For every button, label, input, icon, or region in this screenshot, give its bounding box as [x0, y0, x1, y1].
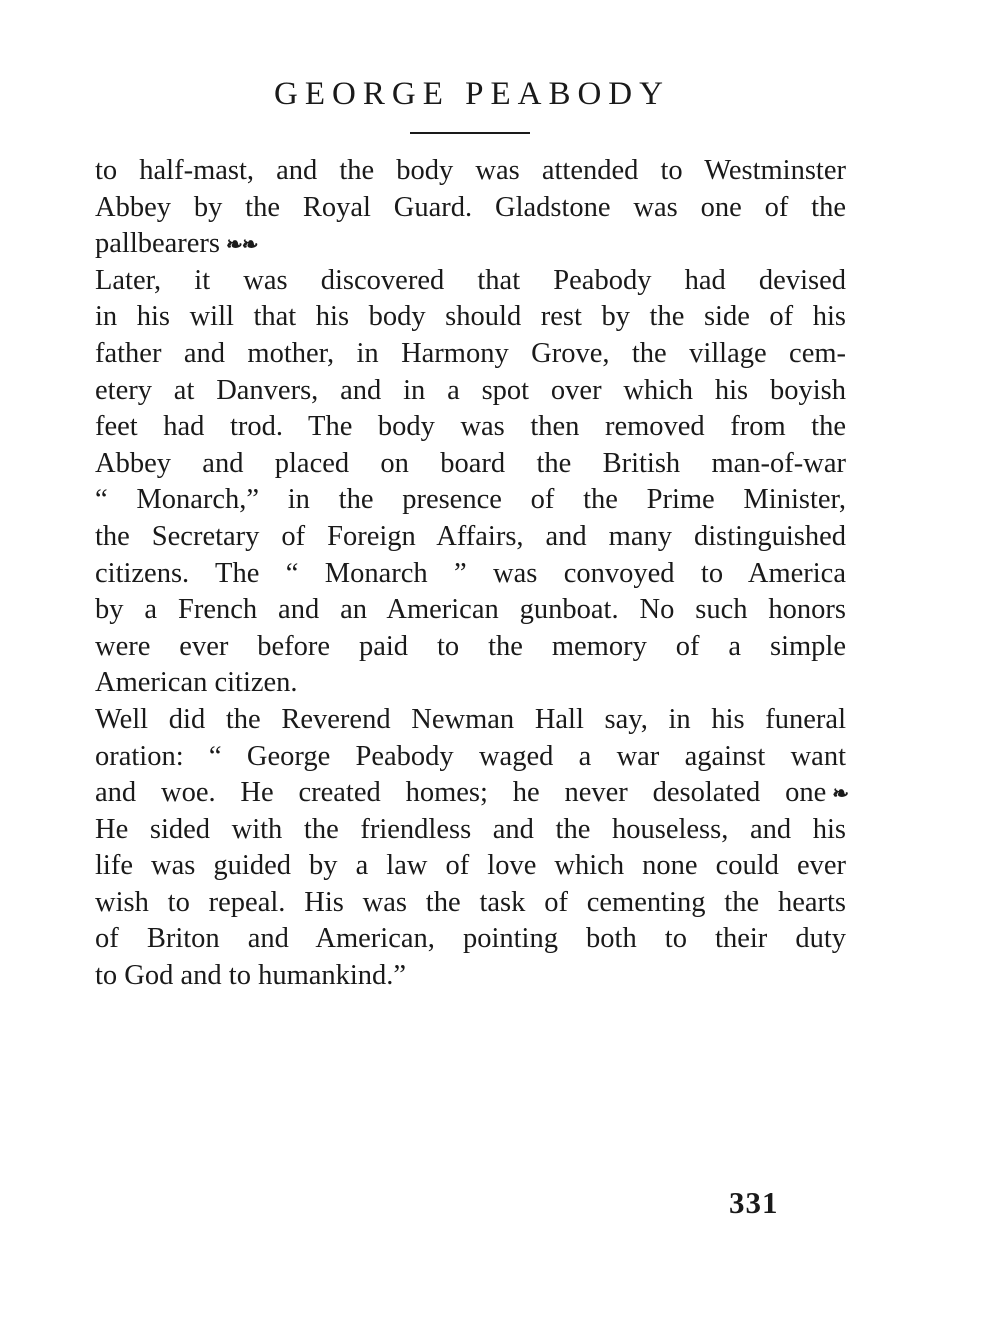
- line-text: He sided with the friendless and the houseless, and his: [95, 813, 846, 845]
- line-text: oration: “ George Peabody waged a war against want: [95, 740, 846, 772]
- line-text: “ Monarch,” in the presence of the Prime Minister,: [95, 484, 846, 516]
- header-rule: [410, 132, 530, 134]
- text-line: [95, 482, 846, 519]
- line-text: etery at Danvers, and in a spot over which his boyish: [95, 374, 846, 406]
- text-line: [95, 702, 846, 739]
- text-line: [95, 373, 846, 410]
- line-text: citizens. The “ Monarch ” was convoyed to America: [95, 557, 846, 589]
- text-line: [95, 409, 846, 446]
- text-line: [95, 299, 846, 336]
- text-line: [95, 921, 846, 958]
- text-line: [95, 592, 846, 629]
- line-text: life was guided by a law of love which none could ever: [95, 850, 846, 882]
- text-line: [95, 885, 846, 922]
- running-header: GEORGE PEABODY: [274, 76, 670, 112]
- line-text: and woe. He created homes; he never desolated one: [95, 777, 827, 809]
- text-line: [95, 629, 846, 666]
- line-text: Abbey and placed on board the British man-of-war: [95, 447, 846, 479]
- text-line: [95, 775, 846, 812]
- text-line: [95, 336, 846, 373]
- line-text: were ever before paid to the memory of a simple: [95, 630, 846, 662]
- line-text: feet had trod. The body was then removed from the: [95, 411, 846, 443]
- text-line: [95, 812, 846, 849]
- text-line: [95, 226, 846, 263]
- paragraph: [95, 702, 846, 995]
- text-line: [95, 958, 846, 995]
- line-text: Abbey by the Royal Guard. Gladstone was one of the: [95, 191, 846, 223]
- text-line: [95, 263, 846, 300]
- line-text: to God and to humankind.”: [95, 960, 407, 992]
- paragraph: [95, 263, 846, 702]
- line-text: in his will that his body should rest by the side of his: [95, 301, 846, 333]
- text-line: [95, 556, 846, 593]
- line-text: Later, it was discovered that Peabody had devised: [95, 264, 846, 296]
- text-line: [95, 153, 846, 190]
- line-text: American citizen.: [95, 667, 298, 699]
- text-line: [95, 848, 846, 885]
- text-line: [95, 739, 846, 776]
- text-line: [95, 190, 846, 227]
- page-number: 331: [729, 1185, 779, 1220]
- line-text: of Briton and American, pointing both to their duty: [95, 923, 846, 955]
- body-text: [95, 153, 846, 995]
- fleuron-ornament-icon: ❧ ❧: [226, 234, 256, 257]
- line-text: pallbearers: [95, 228, 221, 260]
- line-text: the Secretary of Foreign Affairs, and many distinguished: [95, 520, 846, 552]
- text-line: [95, 519, 846, 556]
- paragraph: [95, 153, 846, 263]
- text-line: [95, 446, 846, 483]
- fleuron-ornament-icon: ❧: [832, 783, 846, 806]
- line-text: Well did the Reverend Newman Hall say, in his funeral: [95, 703, 846, 735]
- line-text: father and mother, in Harmony Grove, the village cem-: [95, 337, 846, 369]
- line-text: to half-mast, and the body was attended to Westminster: [95, 155, 846, 186]
- line-text: wish to repeal. His was the task of cementing the hearts: [95, 886, 846, 918]
- line-text: by a French and an American gunboat. No such honors: [95, 594, 846, 626]
- text-line: [95, 665, 846, 702]
